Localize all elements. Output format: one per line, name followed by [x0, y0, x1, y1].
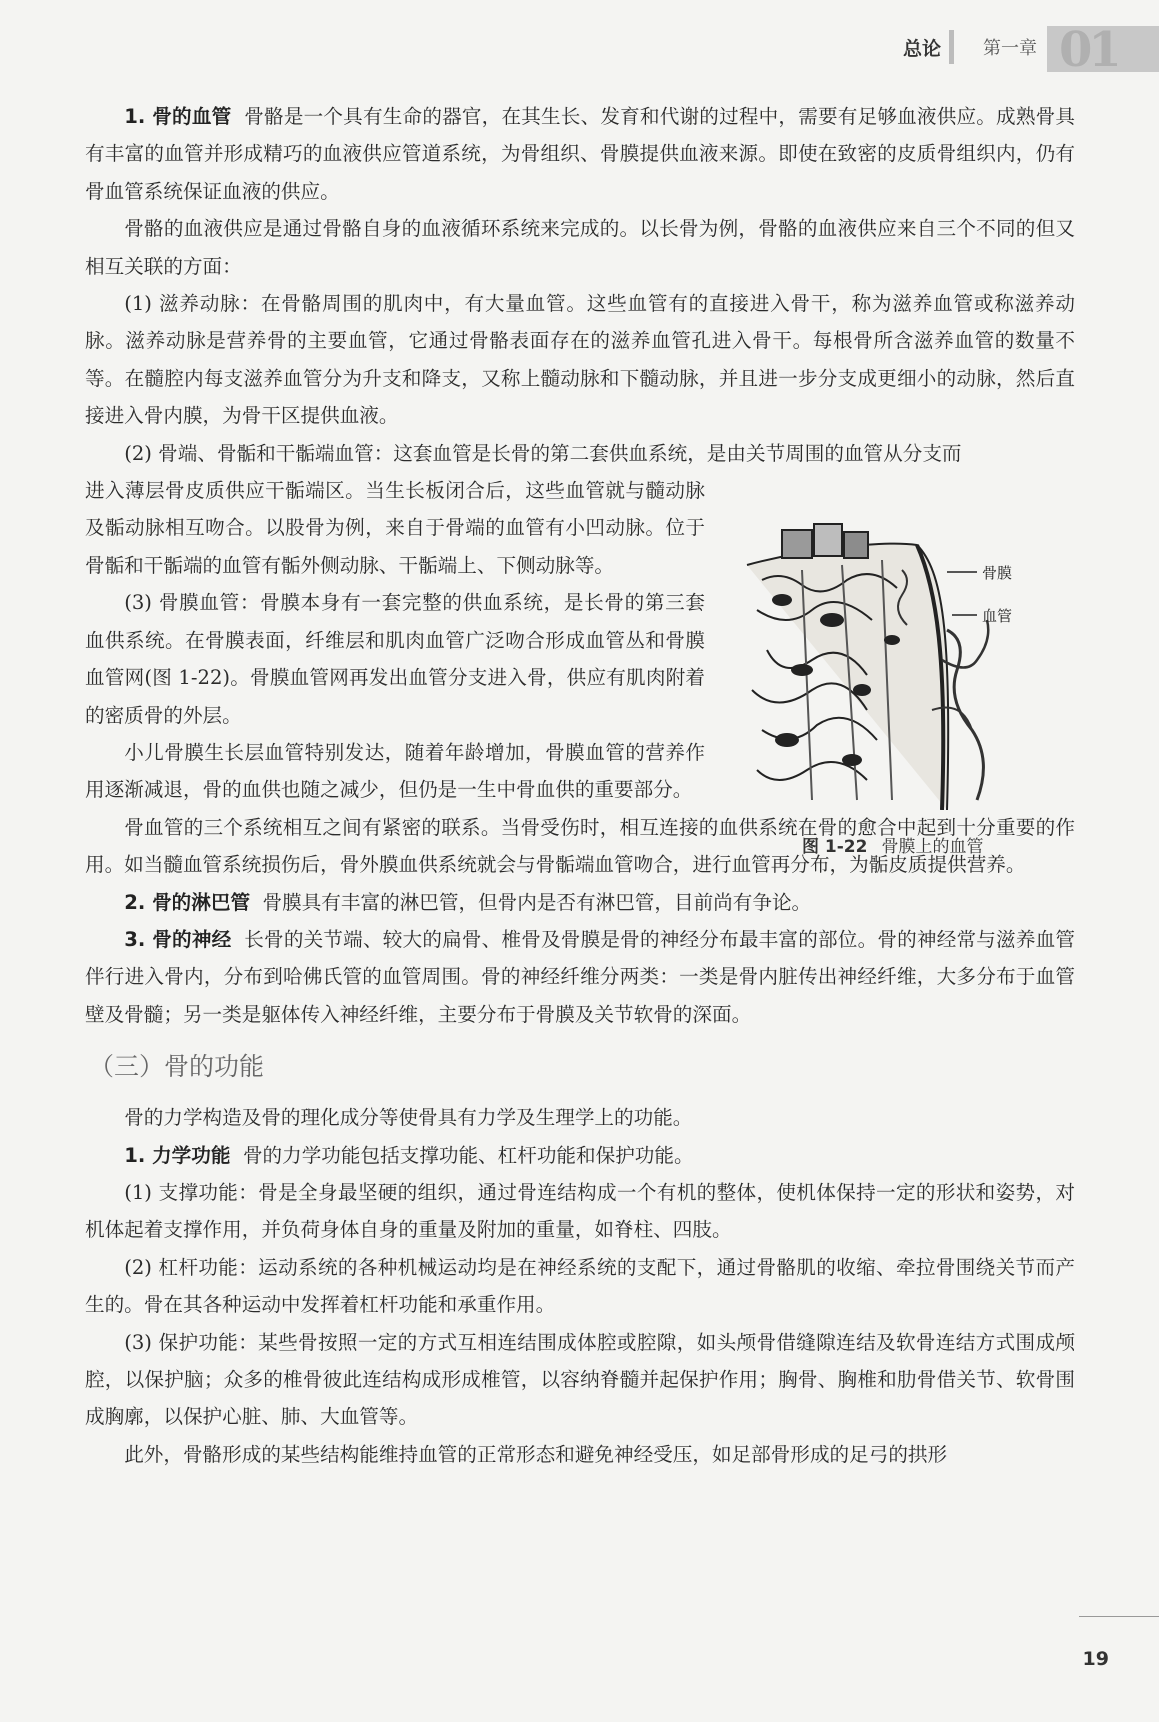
- figure-periosteum-vessels: [742, 510, 1072, 862]
- paragraph: 小儿骨膜生长层血管特别发达，随着年龄增加，骨膜血管的营养作用逐渐减退，骨的血供也随之减少，但仍是一生中骨血供的重要部分。: [85, 740, 705, 802]
- section-title: （三）骨的功能: [89, 1052, 265, 1082]
- paragraph: 1. 力学功能 骨的力学功能包括支撑功能、杠杆功能和保护功能。: [124, 1143, 694, 1167]
- periosteum-illustration: [742, 510, 1042, 810]
- heading-bone-nerves: 3. 骨的神经: [124, 927, 232, 951]
- label-periosteum: 骨膜: [982, 564, 1013, 582]
- figure-number: 图 1-22: [802, 837, 868, 857]
- paragraph: 2. 骨的淋巴管 骨膜具有丰富的淋巴管，但骨内是否有淋巴管，目前尚有争论。: [124, 890, 812, 914]
- page-number: 19: [1082, 1648, 1109, 1670]
- paragraph: (2) 骨端、骨骺和干骺端血管：这套血管是长骨的第二套供血系统，是由关节周围的血管从分支而: [124, 441, 962, 465]
- paragraph: (1) 滋养动脉：在骨骼周围的肌肉中，有大量血管。这些血管有的直接进入骨干，称为滋养血管或称滋养动脉。滋养动脉是营养骨的主要血管，它通过骨骼表面存在的滋养血管孔进入骨干。每根骨所含滋养血管的数量不等。在髓腔内每支滋养血管分为升支和降支，又称上髓动脉和下髓动脉，并且进一步分支成更细小的动脉，然后直接进入骨内膜，为骨干区提供血液。: [85, 292, 1075, 428]
- paragraph: 骨的力学构造及骨的理化成分等使骨具有力学及生理学上的功能。: [124, 1106, 693, 1130]
- heading-mechanical-function: 1. 力学功能: [124, 1143, 231, 1167]
- heading-bone-vessels: 1. 骨的血管: [124, 105, 232, 128]
- paragraph: 1. 骨的血管 骨骼是一个具有生命的器官，在其生长、发育和代谢的过程中，需要有足够血液供应。成熟骨具有丰富的血管并形成精巧的血液供应管道系统，为骨组织、骨膜提供血液来源。即使在致密的皮质骨组织内，仍有骨血管系统保证血液的供应。: [85, 105, 1075, 203]
- heading-bone-lymph: 2. 骨的淋巴管: [124, 890, 251, 914]
- paragraph: 此外，骨骼形成的某些结构能维持血管的正常形态和避免神经受压，如足部骨形成的足弓的拱形: [124, 1442, 948, 1466]
- footer-rule: [1079, 1616, 1159, 1617]
- figure-caption: [802, 832, 983, 857]
- paragraph: 骨骼的血液供应是通过骨骼自身的血液循环系统来完成的。以长骨为例，骨骼的血液供应来自三个不同的但又相互关联的方面：: [85, 217, 1075, 278]
- chapter-number: 01: [1059, 22, 1118, 78]
- header-divider: [949, 30, 954, 64]
- chapter-number-block: [1047, 22, 1159, 78]
- header-section: 总论: [902, 38, 941, 60]
- label-vessel: 血管: [982, 607, 1013, 625]
- paragraph: 骨血管的三个系统相互之间有紧密的联系。当骨受伤时，相互连接的血供系统在骨的愈合中起到十分重要的作用。如当髓血管系统损伤后，骨外膜血供系统就会与骨骺端血管吻合，进行血管再分布，为骺皮质提供营养。: [85, 815, 1075, 877]
- paragraph: (1) 支撑功能：骨是全身最坚硬的组织，通过骨连结构成一个有机的整体，使机体保持一定的形状和姿势，对机体起着支撑作用，并负荷身体自身的重量及附加的重量，如脊柱、四肢。: [85, 1180, 1075, 1242]
- header-chapter: 第一章: [983, 38, 1037, 59]
- paragraph: 进入薄层骨皮质供应干骺端区。当生长板闭合后，这些血管就与髓动脉及骺动脉相互吻合。以股骨为例，来自于骨端的血管有小凹动脉。位于骨骺和干骺端的血管有骺外侧动脉、干骺端上、下侧动脉等。: [85, 479, 705, 577]
- paragraph: (2) 杠杆功能：运动系统的各种机械运动均是在神经系统的支配下，通过骨骼肌的收缩、牵拉骨围绕关节而产生的。骨在其各种运动中发挥着杠杆功能和承重作用。: [85, 1255, 1075, 1317]
- paragraph: 3. 骨的神经 长骨的关节端、较大的扁骨、椎骨及骨膜是骨的神经分布最丰富的部位。骨的神经常与滋养血管伴行进入骨内，分布到哈佛氏管的血管周围。骨的神经纤维分两类：一类是骨内脏传出神经纤维，大多分布于血管壁及骨髓；另一类是躯体传入神经纤维，主要分布于骨膜及关节软骨的深面。: [85, 927, 1075, 1026]
- paragraph: (3) 骨膜血管：骨膜本身有一套完整的供血系统，是长骨的第三套血供系统。在骨膜表面，纤维层和肌肉血管广泛吻合形成血管丛和骨膜血管网(图 1-22)。骨膜血管网再发出血管分支进入骨，供应有肌肉附着的密质骨的外层。: [85, 591, 705, 727]
- page-header: [739, 22, 1159, 78]
- paragraph: (3) 保护功能：某些骨按照一定的方式互相连结围成体腔或腔隙，如头颅骨借缝隙连结及软骨连结方式围成颅腔，以保护脑；众多的椎骨彼此连结构成形成椎管，以容纳脊髓并起保护作用；胸骨、胸椎和肋骨借关节、软骨围成胸廓，以保护心脏、肺、大血管等。: [85, 1330, 1075, 1429]
- figure-caption-text: 骨膜上的血管: [881, 837, 984, 857]
